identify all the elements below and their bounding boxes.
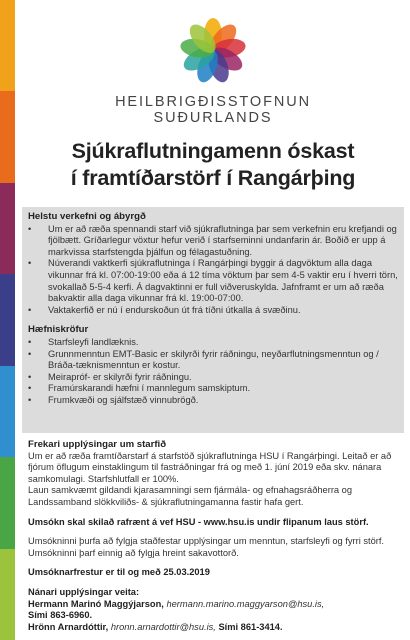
list-item: • Vaktakerfið er nú í endurskoðun út frá tíðni útkalla á svæðinu. — [28, 305, 400, 317]
stripe-segment — [0, 457, 15, 548]
page-title — [22, 138, 404, 192]
list-item: • Framúrskarandi hæfni í mannlegum samskiptum. — [28, 383, 400, 395]
contact-2-email: hronn.arnardottir@hsu.is, — [110, 621, 216, 632]
organization-name — [22, 94, 404, 126]
contacts-heading: Nánari upplýsingar veita: — [28, 586, 140, 597]
list-item: • Grunnmenntun EMT-Basic er skilyrði fyrir ráðningu, neyðarflutningsmenntun og / Bráða-tæknismenntun er kostur. — [28, 349, 400, 372]
details-section — [28, 439, 400, 633]
stripe-segment — [0, 549, 15, 640]
stripe-segment — [0, 183, 15, 274]
contact-2-name: Hrönn Arnardóttir, — [28, 621, 109, 632]
stripe-segment — [0, 274, 15, 365]
contact-1-name: Hermann Marinó Maggýjarson, — [28, 598, 164, 609]
deadline: Umsóknarfrestur er til og með 25.03.2019 — [28, 567, 210, 578]
duties-list — [28, 224, 400, 317]
responsibilities-box — [22, 207, 404, 433]
left-color-stripe — [0, 0, 15, 640]
title-line-2: í framtíðarstörf í Rangárþing — [70, 166, 356, 190]
job-advertisement — [22, 0, 404, 640]
apply-instructions: Umsókn skal skilað rafrænt á vef HSU - www.hsu.is undir flipanum laus störf. — [28, 516, 369, 527]
contact-1 — [28, 599, 400, 611]
more-info-heading: Frekari upplýsingar um starfið — [28, 439, 167, 450]
qualifications-heading: Hæfniskröfur — [28, 324, 89, 336]
list-item: • Starfsleyfi landlæknis. — [28, 337, 400, 349]
apply-note: Umsókninni þurfa að fylgja staðfestar upplýsingar um menntun, starfsleyfi og fyrri störf. Umsókninni þarf einnig að fylgja hreint sakavottorð. — [28, 536, 385, 558]
more-info-paragraph-1: Um er að ræða framtíðarstarf á starfstöð sjúkraflutninga HSU í Rangárþingi. Leitað er að fjórum öflugum einstaklingum til fastráðningar frá og með 1. júní 2019 eða skv. nánara samkomulagi. Starfshlutfall er 100%. — [28, 450, 392, 484]
hsu-flower-logo-icon — [174, 18, 252, 84]
list-item: • Núverandi vaktkerfi sjúkraflutninga í Rangárþingi byggir á dagvöktum alla daga vikunnar frá kl. 07:00-19:00 eða á 12 tíma vöktum þar sem 4-5 vaktir eru í hverri törn, svokallað 5-5-4 kerfi. Á dagvaktinni er full viðveruskylda. Jafnframt er um að ræða bakvaktir alla daga vikunnar frá kl. 19:00-07:00. — [28, 258, 400, 304]
stripe-segment — [0, 91, 15, 182]
stripe-segment — [0, 366, 15, 457]
list-item: • Um er að ræða spennandi starf við sjúkraflutninga þar sem verkefnin eru krefjandi og fjölbætt. Gríðarlegur vöxtur hefur verið í starfseminni undanfarin ár. Boðið er upp á markvissa starfstengda þjálfun og félagastuðning. — [28, 224, 400, 259]
contact-1-phone: Sími 863-6960. — [28, 610, 93, 621]
title-line-1: Sjúkraflutningamenn óskast — [71, 139, 355, 163]
contact-2 — [28, 622, 400, 634]
qualifications-list — [28, 337, 400, 407]
more-info-paragraph-2: Laun samkvæmt gildandi kjarasamningi sem fjármála- og efnahagsráðherra og Landssamband slökkviliðs- & sjúkraflutningamanna fastir hafa gert. — [28, 485, 353, 507]
contact-1-email: hermann.marino.maggyarson@hsu.is, — [166, 598, 325, 609]
org-line-2: SUÐURLANDS — [153, 110, 273, 126]
duties-heading: Helstu verkefni og ábyrgð — [28, 211, 146, 222]
org-line-1: HEILBRIGÐISSTOFNUN — [115, 94, 311, 110]
list-item: • Meirapróf- er skilyrði fyrir ráðningu. — [28, 372, 400, 384]
stripe-segment — [0, 0, 15, 91]
contact-2-phone: Sími 861-3414. — [218, 621, 283, 632]
logo — [22, 18, 404, 82]
list-item: • Frumkvæði og sjálfstæð vinnubrögð. — [28, 395, 400, 407]
